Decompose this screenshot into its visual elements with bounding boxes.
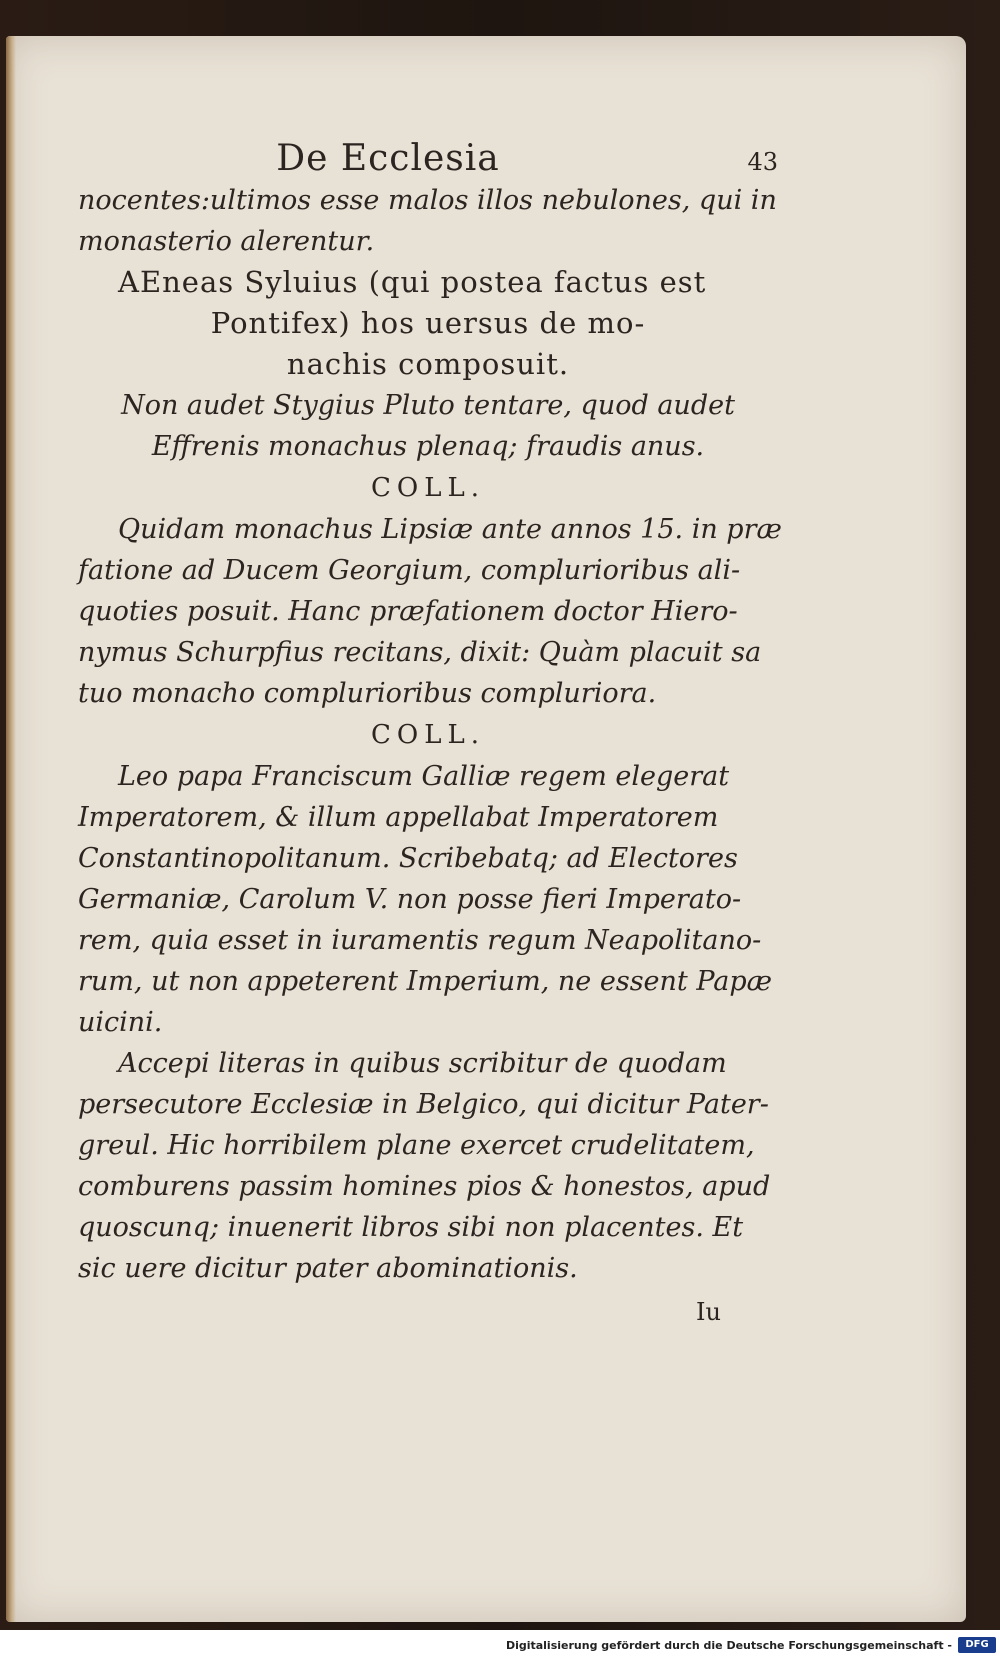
section-heading: COLL. bbox=[370, 720, 485, 750]
text-line: rem, quia esset in iuramentis regum Neapolitano- bbox=[78, 925, 762, 956]
catchword: Iu bbox=[696, 1298, 721, 1326]
text-line: comburens passim homines pios & honestos, apud bbox=[78, 1171, 771, 1202]
verse-line: Non audet Stygius Pluto tentare, quod audet bbox=[121, 390, 735, 421]
verse-line: Effrenis monachus plenaq; fraudis anus. bbox=[151, 431, 705, 462]
text-line: Quidam monachus Lipsiæ ante annos 15. in præ bbox=[118, 514, 782, 545]
text-line: fatione ad Ducem Georgium, complurioribus ali- bbox=[78, 555, 741, 586]
page-header bbox=[78, 128, 778, 180]
text-line: persecutore Ecclesiæ in Belgico, qui dicitur Pater- bbox=[78, 1089, 769, 1120]
text-line: tuo monacho complurioribus compluriora. bbox=[78, 678, 657, 709]
text-line: rum, ut non appeterent Imperium, ne essent Papæ bbox=[78, 966, 773, 997]
text-line: nocentes:ultimos esse malos illos nebulones, qui in bbox=[78, 185, 777, 216]
text-line: Pontifex) hos uersus de mo- bbox=[210, 306, 646, 340]
text-line: greul. Hic horribilem plane exercet crudelitatem, bbox=[78, 1130, 755, 1161]
page-edge bbox=[6, 36, 16, 1622]
text-line: AEneas Syluius (qui postea factus est bbox=[118, 265, 707, 299]
text-line: nymus Schurpfius recitans, dixit: Quàm placuit sa bbox=[78, 637, 762, 668]
text-line: sic uere dicitur pater abominationis. bbox=[78, 1253, 578, 1284]
text-line: monasterio alerentur. bbox=[78, 226, 375, 257]
text-line: quoties posuit. Hanc præfationem doctor Hiero- bbox=[78, 596, 738, 627]
text-line: quoscunq; inuenerit libros sibi non placentes. Et bbox=[78, 1212, 744, 1243]
page-number: 43 bbox=[747, 148, 778, 176]
funding-credit: Digitalisierung gefördert durch die Deutsche Forschungsgemeinschaft - bbox=[505, 1639, 952, 1652]
section-heading: COLL. bbox=[370, 473, 485, 503]
text-line: Leo papa Franciscum Galliæ regem elegerat bbox=[118, 761, 730, 792]
text-line: Imperatorem, & illum appellabat Imperatorem bbox=[78, 802, 719, 833]
page-text bbox=[78, 128, 782, 1289]
dfg-logo: DFG bbox=[958, 1637, 996, 1653]
text-line: Germaniæ, Carolum V. non posse fieri Imperato- bbox=[78, 884, 742, 915]
text-line: Constantinopolitanum. Scribebatq; ad Electores bbox=[78, 843, 738, 874]
text-line: nachis composuit. bbox=[286, 347, 570, 381]
text-line: uicini. bbox=[78, 1007, 163, 1038]
text-line: Accepi literas in quibus scribitur de quodam bbox=[118, 1048, 727, 1079]
running-head: De Ecclesia bbox=[276, 138, 500, 179]
